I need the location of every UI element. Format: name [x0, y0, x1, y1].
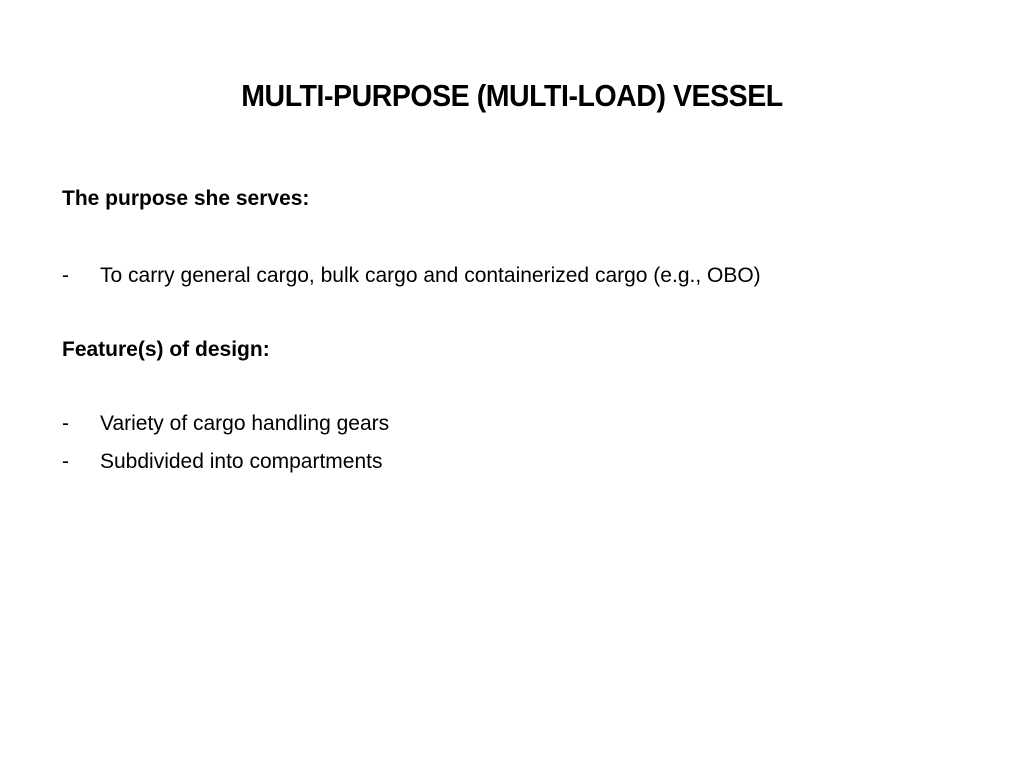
section-heading-purpose: The purpose she serves:: [62, 187, 310, 210]
bullet-marker: -: [62, 450, 69, 473]
slide-title: MULTI-PURPOSE (MULTI-LOAD) VESSEL: [241, 78, 783, 113]
bullet-marker: -: [62, 264, 69, 287]
bullet-text: Variety of cargo handling gears: [100, 412, 390, 435]
bullet-text: Subdivided into compartments: [100, 450, 383, 473]
bullet-text: To carry general cargo, bulk cargo and containerized cargo (e.g., OBO): [100, 264, 761, 287]
section-heading-features: Feature(s) of design:: [62, 338, 270, 361]
bullet-marker: -: [62, 412, 69, 435]
